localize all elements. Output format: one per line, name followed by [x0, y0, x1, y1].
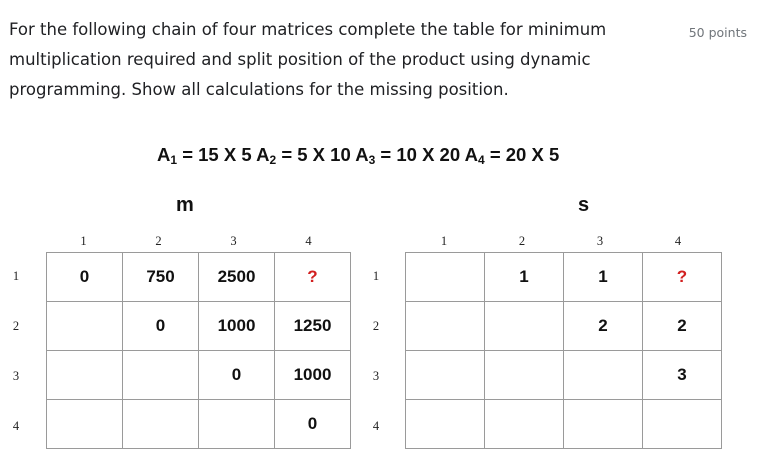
table-cell: 1250 — [275, 302, 351, 351]
m-table-title: m — [176, 194, 194, 216]
table-cell: 1 — [564, 253, 643, 302]
table-row — [406, 302, 722, 351]
table-cell: 1 — [485, 253, 564, 302]
table-cell — [406, 253, 485, 302]
s_table-row-header: 3 — [372, 369, 380, 383]
table-cell: 0 — [123, 302, 199, 351]
table-cell: 0 — [275, 400, 351, 449]
m_table-col-header: 4 — [305, 234, 312, 248]
table-cell: 2500 — [199, 253, 275, 302]
table-cell: 1000 — [199, 302, 275, 351]
table-cell — [47, 400, 123, 449]
table-row — [47, 302, 351, 351]
m_table-col-header: 3 — [230, 234, 237, 248]
s_table-row-header: 1 — [372, 269, 380, 283]
s_table-col-header: 4 — [674, 234, 682, 248]
table-row — [406, 400, 722, 449]
table-row — [47, 253, 351, 302]
m_table-row-header: 4 — [12, 419, 20, 433]
table-row — [47, 351, 351, 400]
table-row — [406, 351, 722, 400]
question-text: For the following chain of four matrices complete the table for minimum multiplication required and split position of the product using dynamic programming. Show all calculations for the missing position. — [9, 20, 607, 99]
table-cell — [485, 351, 564, 400]
table-cell — [406, 400, 485, 449]
matrix-a3: $A_3 = 10$ X 20 — [355, 144, 461, 167]
s_table-col-header: 3 — [596, 234, 604, 248]
table-cell: 2 — [643, 302, 722, 351]
points-label: 50 points — [688, 25, 747, 40]
table-cell — [199, 400, 275, 449]
table-cell — [123, 400, 199, 449]
table-cell — [47, 302, 123, 351]
matrix-a2: $A_2 = 5$ X 10 — [256, 144, 351, 167]
question-figure — [0, 130, 760, 468]
table-cell: ? — [643, 253, 722, 302]
table-cell — [406, 302, 485, 351]
table-cell — [406, 351, 485, 400]
table-cell — [123, 351, 199, 400]
m-table-grid — [46, 252, 351, 449]
s_table-col-header: 1 — [440, 234, 448, 248]
s-table-grid — [405, 252, 722, 449]
table-cell — [485, 400, 564, 449]
table-row — [406, 253, 722, 302]
m_table-row-header: 2 — [12, 319, 20, 333]
matrix-a4: $A_4 = 20$ X 5 — [464, 144, 560, 167]
table-cell: 1000 — [275, 351, 351, 400]
table-cell — [643, 400, 722, 449]
table-cell — [485, 302, 564, 351]
m_table-row-header: 1 — [12, 269, 20, 283]
m_table-col-header: 1 — [80, 234, 87, 248]
table-cell — [47, 351, 123, 400]
matrix-dimensions — [0, 144, 760, 167]
table-cell: 0 — [199, 351, 275, 400]
m_table-col-header: 2 — [155, 234, 162, 248]
s_table-row-header: 2 — [372, 319, 380, 333]
table-cell: 2 — [564, 302, 643, 351]
s_table-col-header: 2 — [518, 234, 526, 248]
table-cell: 750 — [123, 253, 199, 302]
matrix-a1: $A_1 = 15$ X 5 — [157, 144, 252, 167]
table-cell: 3 — [643, 351, 722, 400]
table-row — [47, 400, 351, 449]
s_table-row-header: 4 — [372, 419, 380, 433]
table-cell: ? — [275, 253, 351, 302]
s-table-title: s — [578, 194, 590, 216]
table-cell — [564, 400, 643, 449]
table-cell: 0 — [47, 253, 123, 302]
table-cell — [564, 351, 643, 400]
m_table-row-header: 3 — [12, 369, 20, 383]
